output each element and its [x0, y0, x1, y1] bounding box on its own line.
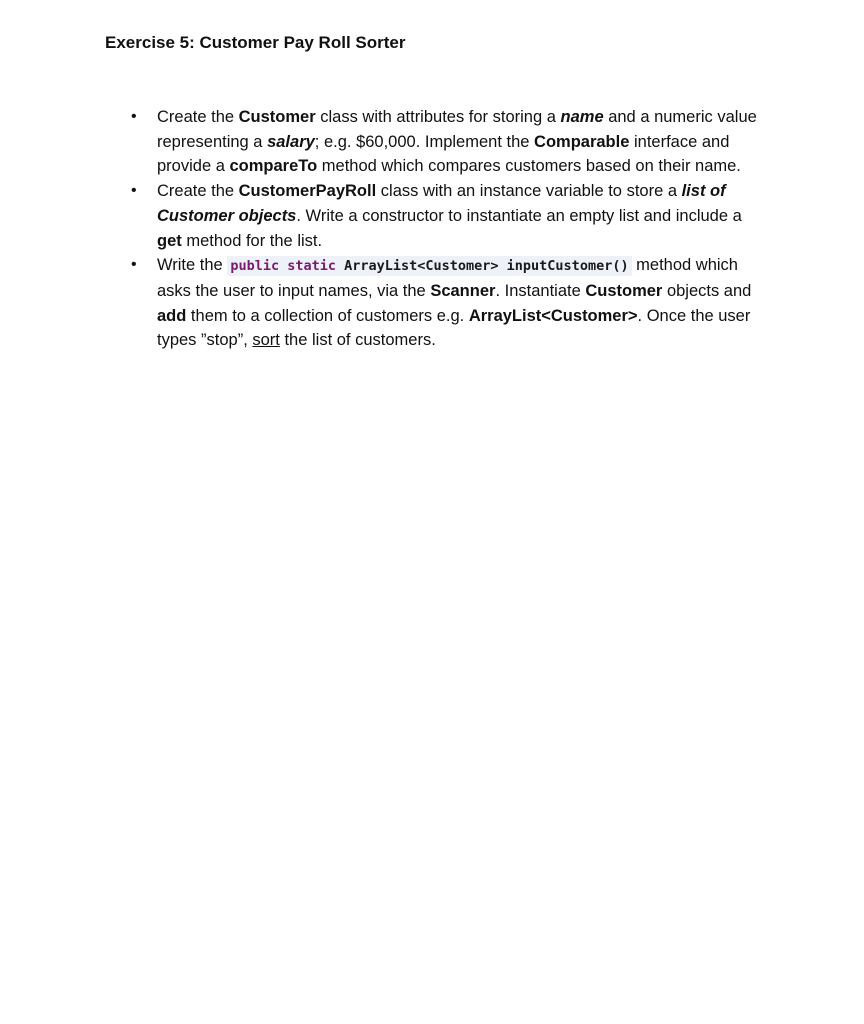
body-text: the list of customers. [279, 331, 436, 350]
emphasized-term: salary [267, 132, 315, 151]
bullet-item-payroll-class [0, 179, 864, 253]
body-text: method which asks the user to input names, via the [157, 256, 738, 300]
bullet-item-customer-class [0, 105, 864, 179]
body-text: class with attributes for storing a [315, 108, 561, 126]
bold-term: Comparable [534, 132, 630, 151]
body-text: Create the [157, 182, 239, 201]
bold-term: add [157, 306, 187, 325]
body-text: interface and provide a [157, 132, 730, 176]
bullet-icon: • [131, 108, 137, 125]
body-text: ; e.g. $60,000. Implement the [314, 132, 535, 151]
body-text: method which compares customers based on their name. [317, 157, 741, 176]
body-text: objects and [662, 281, 752, 300]
exercise-title: Exercise 5: Customer Pay Roll Sorter [105, 33, 406, 52]
bold-term: Scanner [430, 281, 496, 300]
body-text: . Write a constructor to instantiate an empty list and include a [296, 206, 742, 225]
bullet-text [157, 256, 751, 349]
body-text: . Instantiate [495, 281, 586, 300]
bold-term: get [157, 231, 182, 250]
bold-term: compareTo [229, 157, 318, 176]
exercise-bullet-list [0, 105, 864, 353]
body-text: and a numeric value representing a [157, 108, 757, 151]
code-keyword: public static [230, 258, 336, 275]
body-text: class with an instance variable to store a [376, 182, 682, 201]
bullet-text [157, 182, 742, 249]
underlined-term: sort [252, 331, 280, 350]
bullet-icon: • [131, 182, 137, 200]
bullet-text [157, 108, 757, 175]
bullet-item-input-method [0, 253, 864, 353]
bold-term: Customer [585, 281, 663, 300]
code-signature: ArrayList<Customer> inputCustomer() [335, 258, 629, 275]
body-text: . Once the user types ”stop”, [157, 306, 751, 350]
bullet-icon: • [131, 256, 137, 274]
body-text: them to a collection of customers e.g. [186, 306, 469, 325]
body-text: method for the list. [181, 231, 323, 250]
emphasized-term: name [560, 108, 604, 126]
body-text: Write the [157, 256, 228, 275]
bold-term: ArrayList<Customer> [468, 306, 638, 325]
inline-code [227, 256, 631, 276]
bold-term: Customer [238, 108, 316, 126]
bold-term: CustomerPayRoll [238, 182, 377, 201]
body-text: Create the [157, 108, 239, 126]
emphasized-term: list of Customer objects [157, 182, 726, 225]
